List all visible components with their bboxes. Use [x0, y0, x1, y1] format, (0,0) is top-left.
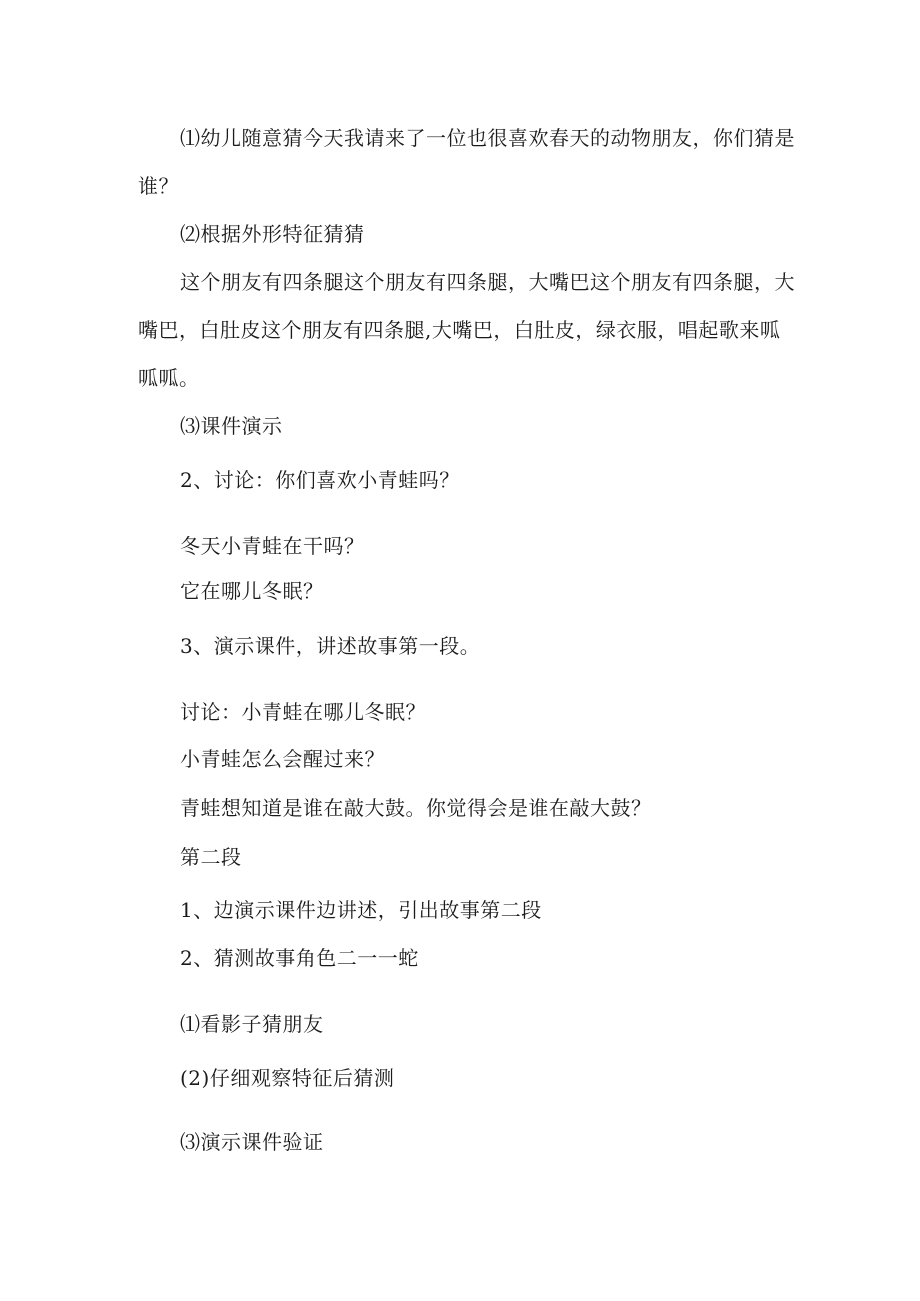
paragraph-line: ⑴看影子猜朋友 [180, 1012, 324, 1036]
paragraph-line: 青蛙想知道是谁在敲大鼓。你觉得会是谁在敲大鼓？ [180, 796, 652, 820]
paragraph-line: ⑶演示课件验证 [180, 1130, 324, 1154]
paragraph-line: 3、演示课件，讲述故事第一段。 [180, 634, 481, 658]
paragraph-line: 2、讨论：你们喜欢小青蛙吗？ [180, 468, 460, 492]
paragraph-line: 它在哪儿冬眠？ [180, 579, 324, 603]
paragraph-line: 这个朋友有四条腿这个朋友有四条腿，大嘴巴这个朋友有四条腿，大 [180, 270, 795, 294]
paragraph-line: 讨论：小青蛙在哪儿冬眠？ [180, 700, 426, 724]
paragraph-line: 2、猜测故事角色二一一蛇 [180, 946, 419, 970]
paragraph-line: 呱呱。 [138, 366, 200, 390]
paragraph-line: 冬天小青蛙在干吗？ [180, 534, 365, 558]
paragraph-line: ⑴幼儿随意猜今天我请来了一位也很喜欢春天的动物朋友，你们猜是 [180, 126, 795, 150]
paragraph-line: ⑶课件演示 [180, 414, 283, 438]
paragraph-line: 谁？ [138, 174, 179, 198]
paragraph-line: 小青蛙怎么会醒过来？ [180, 747, 385, 771]
paragraph-line: (2)仔细观察特征后猜测 [180, 1066, 395, 1090]
paragraph-line: 嘴巴，白肚皮这个朋友有四条腿,大嘴巴，白肚皮，绿衣服，唱起歌来呱 [138, 318, 781, 342]
paragraph-line: ⑵根据外形特征猜猜 [180, 222, 365, 246]
paragraph-line: 第二段 [180, 845, 242, 869]
paragraph-line: 1、边演示课件边讲述，引出故事第二段 [180, 898, 542, 922]
